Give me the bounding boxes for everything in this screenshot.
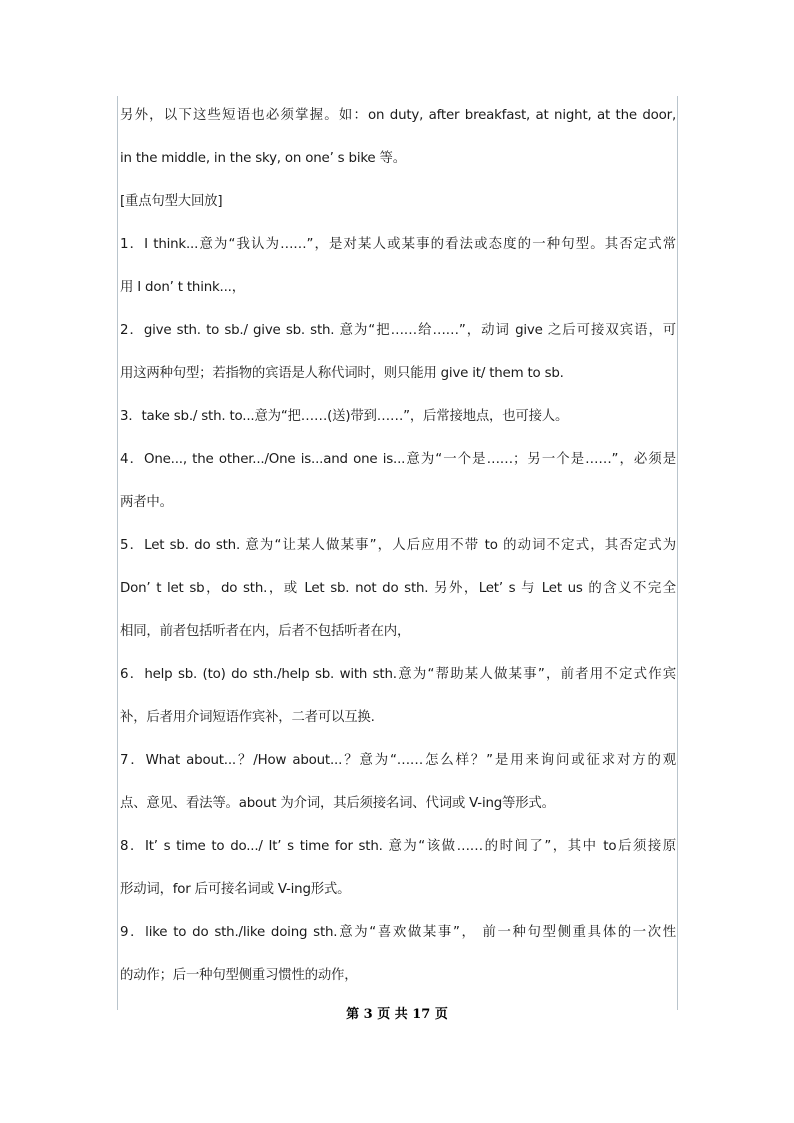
text-line: 1．I think...意为“我认为……”，是对某人或某事的看法或态度的一种句型。其否定式常 bbox=[120, 237, 676, 252]
text-line: 的动作；后一种句型侧重习惯性的动作， bbox=[120, 968, 358, 983]
text-line: 5．Let sb. do sth. 意为“让某人做某事”，人后应用不带 to 的动词不定式，其否定式为 bbox=[120, 538, 676, 553]
text-line: 7．What about...？/How about...？意为“……怎么样？”是用来询问或征求对方的观 bbox=[120, 753, 676, 768]
text-line: 另外，以下这些短语也必须掌握。如：on duty, after breakfast, at night, at the door, bbox=[120, 108, 676, 123]
section-heading: [重点句型大回放] bbox=[120, 194, 223, 209]
page-footer: 第 3 页 共 17 页 bbox=[346, 1007, 448, 1022]
text-line: in the middle, in the sky, on one’ s bike 等。 bbox=[120, 151, 406, 166]
text-line: 9．like to do sth./like doing sth.意为“喜欢做某事”， 前一种句型侧重具体的一次性 bbox=[120, 925, 676, 940]
text-line: 用 I don’ t think...， bbox=[120, 280, 245, 295]
text-line: 8．It’ s time to do.../ It’ s time for sth. 意为“该做……的时间了”，其中 to后须接原 bbox=[120, 839, 676, 854]
text-line: 相同，前者包括听者在内，后者不包括听者在内， bbox=[120, 624, 411, 639]
text-line: 补，后者用介词短语作宾补，二者可以互换. bbox=[120, 710, 375, 725]
text-line: 2．give sth. to sb./ give sb. sth. 意为“把……给……”，动词 give 之后可接双宾语，可 bbox=[120, 323, 676, 338]
text-line: 6．help sb. (to) do sth./help sb. with sth.意为“帮助某人做某事”，前者用不定式作宾 bbox=[120, 667, 676, 682]
text-line: 4．One..., the other.../One is...and one is...意为“一个是……；另一个是……”，必须是 bbox=[120, 452, 676, 467]
text-line: 3．take sb./ sth. to...意为“把……(送)带到……”，后常接地点，也可接人。 bbox=[120, 409, 569, 424]
text-line: 形动词，for 后可接名词或 V-ing形式。 bbox=[120, 882, 351, 897]
text-line: 用这两种句型；若指物的宾语是人称代词时，则只能用 give it/ them to sb. bbox=[120, 366, 564, 381]
text-line: 两者中。 bbox=[120, 495, 173, 510]
text-line: 点、意见、看法等。about 为介词，其后须接名词、代词或 V-ing等形式。 bbox=[120, 796, 555, 811]
text-line: Don’ t let sb，do sth.，或 Let sb. not do sth. 另外，Let’ s 与 Let us 的含义不完全 bbox=[120, 581, 676, 596]
